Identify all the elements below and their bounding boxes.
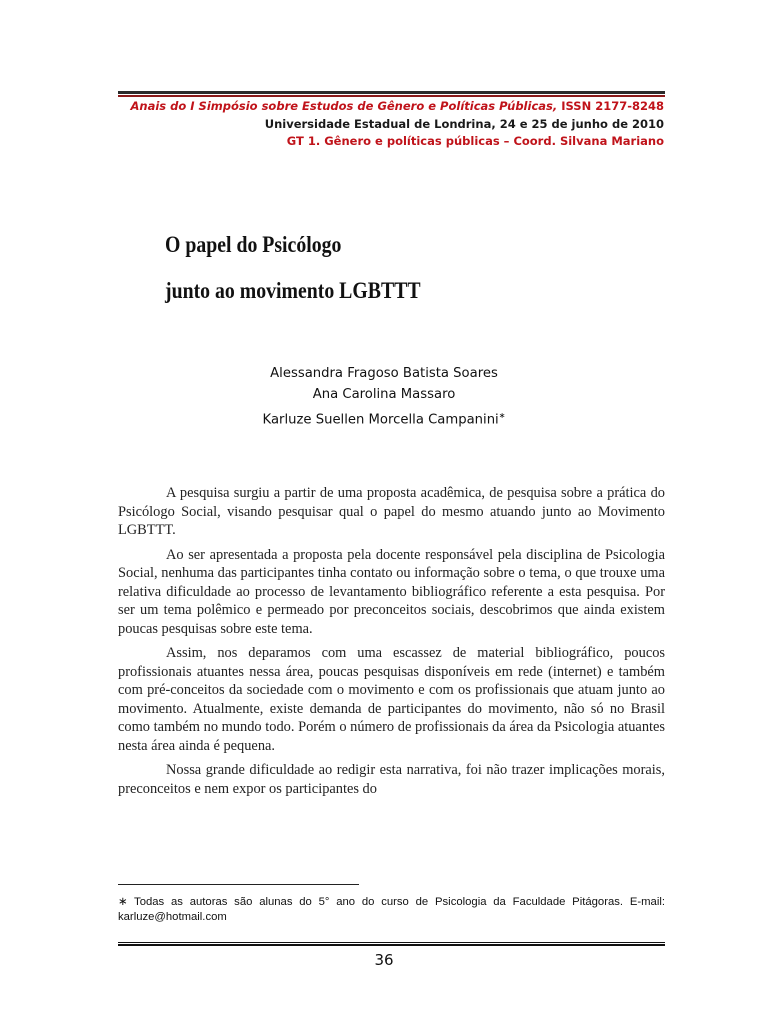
article-title-line-2: junto ao movimento LGBTTT xyxy=(165,278,421,303)
author-2: Ana Carolina Massaro xyxy=(312,387,456,402)
paragraph-3: Assim, nos deparamos com uma escassez de material bibliográfico, poucos profissionais atuantes nessa área, poucas pesquisas disponíveis em rede (internet) e também com pré-conceitos da sociedade com o movimento e com os profissionais que atuam junto ao movimento. Atualmente, existe demanda de participantes do movimento, não só no Brasil como também no mundo todo. Porém o número de profissionais da área da Psicologia atuantes nesta área ainda é pequena. xyxy=(118,645,665,754)
page-number: 36 xyxy=(374,951,394,969)
header-rule-dark xyxy=(118,91,665,94)
author-3: Karluze Suellen Morcella Campanini∗ xyxy=(262,411,506,428)
body-text xyxy=(118,484,665,804)
paragraph-2: Ao ser apresentada a proposta pela docente responsável pela disciplina de Psicologia Social, nenhuma das participantes tinha contato ou informação sobre o tema, o que trouxe uma relativa dificuldade ao processo de levantamento bibliográfico referente a esta pesquisa. Por ser um tema polêmico e permeado por preconceitos sociais, descobrimos que ainda existem poucas pesquisas sobre este tema. xyxy=(118,546,665,637)
author-1: Alessandra Fragoso Batista Soares xyxy=(270,366,498,381)
paragraph-4: Nossa grande dificuldade ao redigir esta narrativa, foi não trazer implicações morais, preconceitos e nem expor os participantes do xyxy=(118,762,665,797)
header-rule-red xyxy=(118,95,665,97)
footer-rule xyxy=(118,942,665,946)
header-issn: ISSN 2177-8248 xyxy=(561,99,664,113)
paragraph-1: A pesquisa surgiu a partir de uma proposta acadêmica, de pesquisa sobre a prática do Psicólogo Social, visando pesquisar qual o papel do mesmo atuando junto ao Movimento LGBTTT. xyxy=(118,485,665,538)
footnote-separator xyxy=(118,884,359,885)
footnote: ∗ Todas as autoras são alunas do 5° ano do curso de Psicologia da Faculdade Pitágoras. E-mail: karluze@hotmail.com xyxy=(118,896,665,923)
header-proceedings-title: Anais do I Simpósio sobre Estudos de Gênero e Políticas Públicas, ISSN 2177-8248 xyxy=(130,99,664,113)
header-university: Universidade Estadual de Londrina, 24 e 25 de junho de 2010 xyxy=(264,117,664,131)
author-list xyxy=(0,363,768,430)
article-title-line-1: O papel do Psicólogo xyxy=(165,232,342,257)
footnote-marker: ∗ xyxy=(498,411,506,420)
header-working-group: GT 1. Gênero e políticas públicas – Coord. Silvana Mariano xyxy=(286,134,664,148)
